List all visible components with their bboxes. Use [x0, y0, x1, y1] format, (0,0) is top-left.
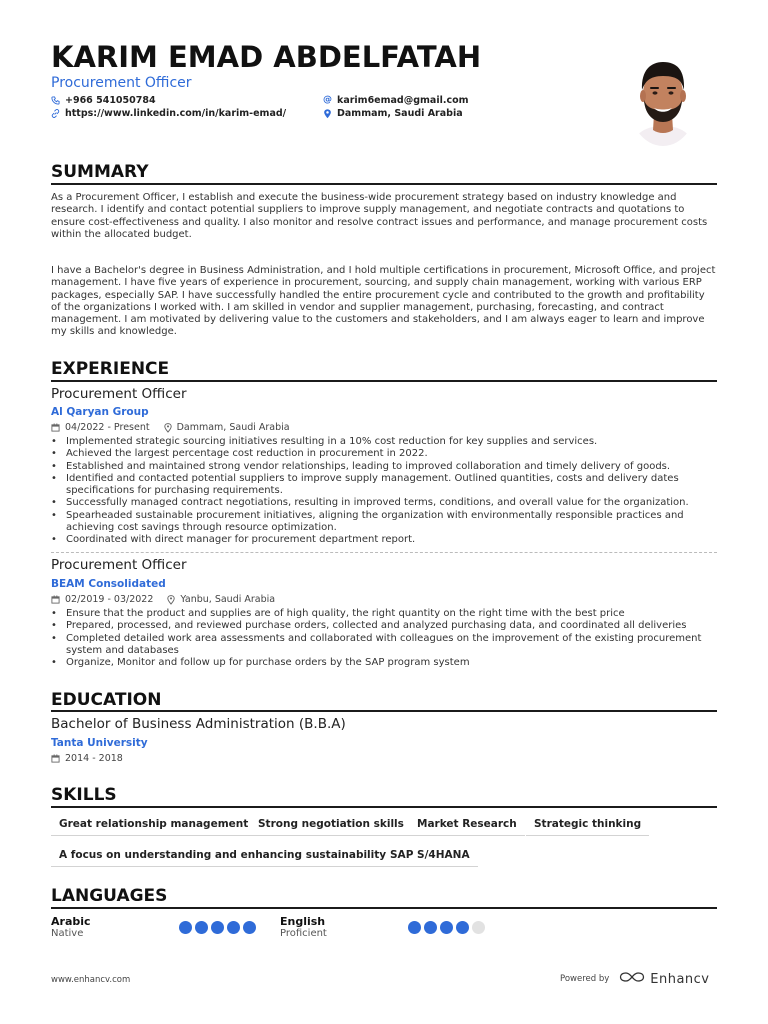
language-rating — [179, 921, 256, 934]
rating-dot-filled — [408, 921, 421, 934]
education-rule — [51, 710, 717, 712]
rating-dot-filled — [211, 921, 224, 934]
list-item: • Spearheaded sustainable procurement initiatives, aligning the organization with environmentally responsible practices and achieving cost savings through resource optimization. — [51, 510, 717, 535]
job-location: Yanbu, Saudi Arabia — [180, 594, 276, 605]
rating-dot-filled — [179, 921, 192, 934]
skill-tag: Strategic thinking — [526, 818, 649, 836]
languages-heading: LANGUAGES — [51, 886, 168, 906]
at-icon: @ — [323, 95, 332, 105]
skill-tag: Market Research — [409, 818, 525, 836]
skills-heading: SKILLS — [51, 785, 117, 805]
job-location: Dammam, Saudi Arabia — [176, 422, 290, 433]
skill-tag: Strong negotiation skills — [250, 818, 412, 836]
brand-logo — [619, 971, 709, 987]
candidate-role: Procurement Officer — [51, 75, 192, 91]
location-pin-icon — [167, 595, 175, 605]
education-school: Tanta University — [51, 737, 148, 749]
summary-heading: SUMMARY — [51, 162, 149, 182]
contact-email[interactable] — [323, 95, 469, 106]
list-item: • Identified and contacted potential suppliers to improve supply management. Outlined quantities, costs and delivery dates specifications for purchasing requirements. — [51, 473, 717, 498]
rating-dot-filled — [227, 921, 240, 934]
experience-rule — [51, 380, 717, 382]
education-meta — [51, 753, 123, 764]
list-item: • Prepared, processed, and reviewed purchase orders, collected and analyzed purchasing data, and coordinated all deliveries — [51, 620, 717, 632]
job-title: Procurement Officer — [51, 557, 187, 573]
footer-branding — [560, 971, 710, 987]
phone-icon — [51, 96, 60, 105]
language-level: Proficient — [280, 928, 327, 939]
summary-paragraph-2: I have a Bachelor's degree in Business Administration, and I hold multiple certifications in procurement, Microsoft Office, and project management. I have five years of experience in procurement, sourcing, and supply chain management, working with various ERP packages, especially SAP. I have successfully handled the entire procurement cycle and contributed to the growth and profitability of the organizations I worked with. I am skilled in vendor and supplier management, purchasing, forecasting, and contract management. I am motivated by delivering value to the customers and stakeholders, and I am always eager to learn and improve my skills and knowledge. — [51, 265, 716, 338]
job-dates: 04/2022 - Present — [65, 422, 150, 433]
experience-heading: EXPERIENCE — [51, 359, 170, 379]
job-bullets — [51, 608, 717, 669]
job-company: BEAM Consolidated — [51, 578, 166, 590]
list-item: • Established and maintained strong vendor relationships, leading to improved collaboration and timely delivery of goods. — [51, 461, 717, 473]
job-bullets — [51, 436, 717, 547]
location-pin-icon — [164, 423, 172, 433]
linkedin-text[interactable]: https://www.linkedin.com/in/karim-emad/ — [65, 108, 287, 119]
rating-dot-filled — [243, 921, 256, 934]
skill-tag: SAP S/4HANA — [382, 849, 478, 867]
candidate-name: KARIM EMAD ABDELFATAH — [51, 40, 482, 74]
summary-paragraph-1: As a Procurement Officer, I establish and execute the business-wide procurement strategy based on industry knowledge and research. I identify and contact potential suppliers to improve supply management, and negotiate contracts and quotations to ensure cost-effectiveness and quality. I also monitor and resolve contract issues and performance, and manage procurement costs within the allocated budget. — [51, 192, 708, 240]
calendar-icon — [51, 423, 60, 432]
language-name: Arabic — [51, 915, 91, 928]
list-item: • Successfully managed contract negotiations, resulting in improved terms, conditions, and overall value for the organization. — [51, 497, 717, 509]
powered-by-label: Powered by — [560, 974, 610, 984]
rating-dot-filled — [440, 921, 453, 934]
list-item: • Achieved the largest percentage cost reduction in procurement in 2022. — [51, 448, 717, 460]
education-dates: 2014 - 2018 — [65, 753, 123, 764]
rating-dot-filled — [456, 921, 469, 934]
job-meta — [51, 422, 290, 433]
language-level: Native — [51, 928, 84, 939]
job-divider — [51, 552, 717, 553]
language-name: English — [280, 915, 326, 928]
education-degree: Bachelor of Business Administration (B.B.A) — [51, 716, 346, 732]
list-item: • Implemented strategic sourcing initiatives resulting in a 10% cost reduction for key supplies and services. — [51, 436, 717, 448]
job-title: Procurement Officer — [51, 386, 187, 402]
footer-website[interactable]: www.enhancv.com — [51, 975, 131, 985]
infinity-icon — [619, 971, 645, 987]
profile-photo — [627, 46, 699, 146]
list-item: • Ensure that the product and supplies are of high quality, the right quantity on the right time with the best price — [51, 608, 717, 620]
skill-tag: A focus on understanding and enhancing sustainability — [51, 849, 394, 867]
summary-rule — [51, 183, 717, 185]
rating-dot-filled — [424, 921, 437, 934]
languages-rule — [51, 907, 717, 909]
job-dates: 02/2019 - 03/2022 — [65, 594, 154, 605]
calendar-icon — [51, 595, 60, 604]
brand-name: Enhancv — [650, 971, 710, 987]
rating-dot-filled — [195, 921, 208, 934]
link-icon — [51, 109, 60, 118]
phone-text: +966 541050784 — [65, 95, 156, 106]
skill-tag: Great relationship management — [51, 818, 256, 836]
language-rating — [408, 921, 485, 934]
contact-phone — [51, 95, 156, 106]
education-heading: EDUCATION — [51, 690, 162, 710]
skills-rule — [51, 806, 717, 808]
job-company: Al Qaryan Group — [51, 406, 149, 418]
location-pin-icon — [323, 109, 332, 118]
list-item: • Completed detailed work area assessments and collaborated with colleagues on the improvement of the existing procurement system and databases — [51, 633, 717, 658]
job-meta — [51, 594, 275, 605]
contact-linkedin[interactable] — [51, 108, 286, 119]
list-item: • Coordinated with direct manager for procurement department report. — [51, 534, 717, 546]
list-item: • Organize, Monitor and follow up for purchase orders by the SAP program system — [51, 657, 717, 669]
rating-dot-empty — [472, 921, 485, 934]
contact-location — [323, 108, 463, 119]
calendar-icon — [51, 754, 60, 763]
email-text[interactable]: karim6emad@gmail.com — [337, 95, 469, 106]
location-text: Dammam, Saudi Arabia — [337, 108, 463, 119]
